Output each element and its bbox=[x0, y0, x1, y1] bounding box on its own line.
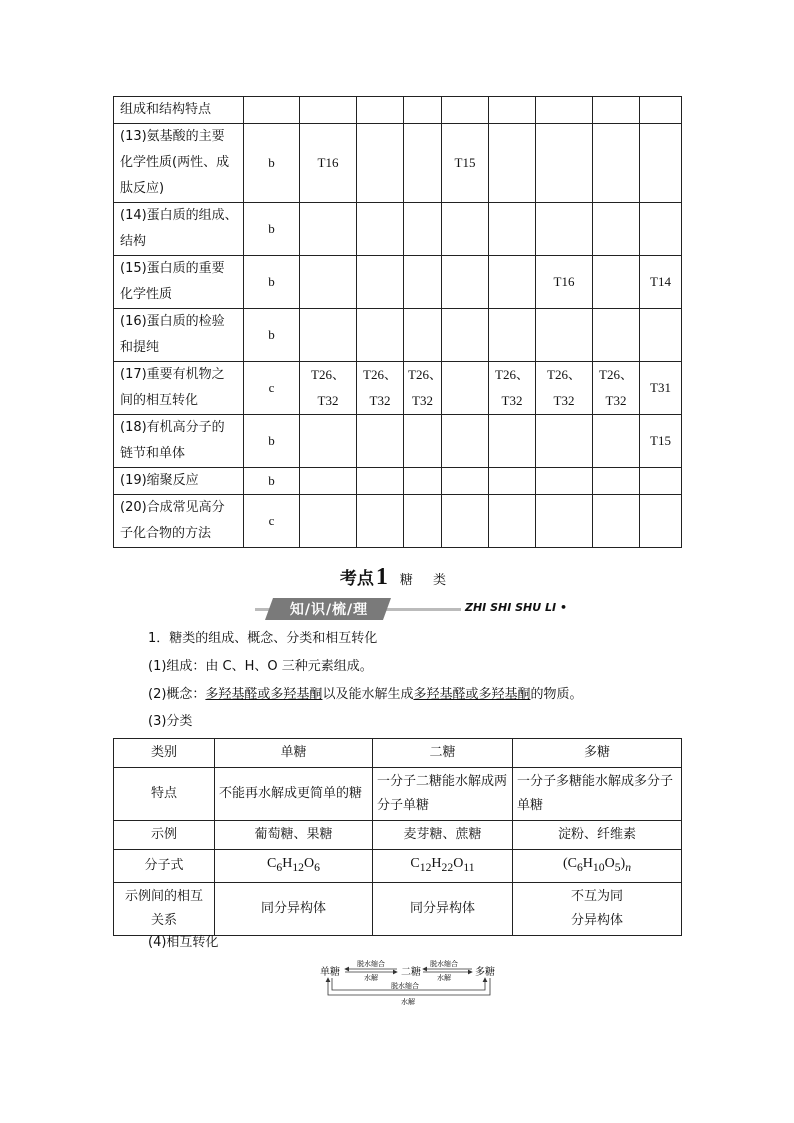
exam-cell bbox=[593, 97, 640, 124]
exam-cell bbox=[404, 309, 442, 362]
exam-cell bbox=[489, 309, 536, 362]
concept-text bbox=[148, 686, 582, 704]
example-mono: 葡萄糖、果糖 bbox=[215, 821, 373, 850]
exam-cell bbox=[442, 415, 489, 468]
concept-suffix: 的物质。 bbox=[530, 687, 583, 702]
exam-cell bbox=[489, 468, 536, 495]
table-row bbox=[114, 415, 682, 468]
requirement-level: b bbox=[244, 124, 300, 203]
exam-cell bbox=[357, 415, 404, 468]
exam-cell bbox=[489, 124, 536, 203]
requirement-level: b bbox=[244, 256, 300, 309]
exam-cell bbox=[357, 203, 404, 256]
exam-cell bbox=[442, 256, 489, 309]
exam-cell bbox=[640, 468, 682, 495]
formula-poly: $(C_6H_{10}O_5)_n$ bbox=[513, 850, 682, 883]
kaodian-number: 1 bbox=[375, 564, 388, 590]
exam-cell bbox=[300, 468, 357, 495]
exam-cell bbox=[404, 203, 442, 256]
feature-poly: 一分子多糖能水解成多分子单糖 bbox=[513, 768, 682, 821]
header-di: 二糖 bbox=[373, 739, 513, 768]
requirement-level: b bbox=[244, 309, 300, 362]
concept-prefix: (2)概念： bbox=[148, 687, 206, 702]
exam-cell bbox=[357, 256, 404, 309]
diagram-hydrolysis-3: 水解 bbox=[401, 998, 415, 1006]
composition-text: (1)组成：由 C、H、O 三种元素组成。 bbox=[148, 659, 373, 674]
exam-cell bbox=[593, 203, 640, 256]
exam-cell bbox=[593, 468, 640, 495]
table-row bbox=[114, 203, 682, 256]
exam-cell: T26、 T32 bbox=[300, 362, 357, 415]
exam-cell bbox=[442, 203, 489, 256]
knowledge-point-label: (16)蛋白质的检验 和提纯 bbox=[114, 309, 244, 362]
exam-cell bbox=[640, 124, 682, 203]
table-row bbox=[114, 468, 682, 495]
exam-cell bbox=[442, 362, 489, 415]
kaodian-topic: 糖 类 bbox=[399, 573, 455, 588]
header-mono: 单糖 bbox=[215, 739, 373, 768]
table-row bbox=[114, 97, 682, 124]
table-row bbox=[114, 309, 682, 362]
header-category: 类别 bbox=[114, 739, 215, 768]
table-row bbox=[114, 495, 682, 548]
exam-cell bbox=[300, 309, 357, 362]
diagram-mono: 单糖 bbox=[320, 967, 340, 978]
example-di: 麦芽糖、蔗糖 bbox=[373, 821, 513, 850]
knowledge-point-label: (13)氨基酸的主要 化学性质(两性、成 肽反应) bbox=[114, 124, 244, 203]
requirement-level: b bbox=[244, 415, 300, 468]
exam-cell: T16 bbox=[536, 256, 593, 309]
table-row bbox=[114, 256, 682, 309]
exam-cell bbox=[442, 495, 489, 548]
exam-cell: T26、 T32 bbox=[404, 362, 442, 415]
exam-cell bbox=[640, 203, 682, 256]
exam-cell bbox=[404, 256, 442, 309]
exam-cell bbox=[489, 203, 536, 256]
exam-cell bbox=[300, 495, 357, 548]
diagram-hydrolysis-2: 水解 bbox=[437, 974, 451, 982]
knowledge-point-label: (19)缩聚反应 bbox=[114, 468, 244, 495]
knowledge-point-label: (14)蛋白质的组成、 结构 bbox=[114, 203, 244, 256]
classification-heading: (3)分类 bbox=[148, 714, 193, 729]
exam-cell bbox=[536, 124, 593, 203]
exam-cell bbox=[593, 415, 640, 468]
sugar-classification-table bbox=[113, 738, 682, 936]
table-row bbox=[114, 124, 682, 203]
diagram-hydrolysis-1: 水解 bbox=[364, 974, 378, 982]
knowledge-point-label: (17)重要有机物之 间的相互转化 bbox=[114, 362, 244, 415]
knowledge-point-label: (15)蛋白质的重要 化学性质 bbox=[114, 256, 244, 309]
concept-mid: 以及能水解生成 bbox=[322, 687, 414, 702]
exam-cell: T26、 T32 bbox=[489, 362, 536, 415]
exam-cell bbox=[300, 97, 357, 124]
exam-cell bbox=[593, 309, 640, 362]
banner-pinyin: ZHI SHI SHU LI • bbox=[461, 601, 567, 614]
exam-cell bbox=[536, 203, 593, 256]
header-poly: 多糖 bbox=[513, 739, 682, 768]
exam-cell bbox=[357, 309, 404, 362]
exam-cell bbox=[404, 415, 442, 468]
feature-mono: 不能再水解成更简单的糖 bbox=[215, 768, 373, 821]
diagram-di: 二糖 bbox=[401, 967, 421, 978]
exam-cell bbox=[536, 309, 593, 362]
knowledge-point-label: 组成和结构特点 bbox=[114, 97, 244, 124]
requirement-level: b bbox=[244, 468, 300, 495]
row-label-example: 示例 bbox=[114, 821, 215, 850]
diagram-dehydrate-2: 脱水缩合 bbox=[430, 960, 458, 968]
exam-cell bbox=[404, 97, 442, 124]
exam-table bbox=[113, 96, 682, 548]
table-row bbox=[114, 362, 682, 415]
exam-cell bbox=[357, 468, 404, 495]
requirement-level: c bbox=[244, 362, 300, 415]
requirement-level bbox=[244, 97, 300, 124]
formula-mono: $C_6H_{12}O_6$ bbox=[215, 850, 373, 883]
concept-underlined-2: 多羟基醛或多羟基酮 bbox=[413, 687, 531, 702]
exam-cell bbox=[536, 468, 593, 495]
exam-cell bbox=[593, 256, 640, 309]
exam-cell: T14 bbox=[640, 256, 682, 309]
exam-cell bbox=[536, 415, 593, 468]
exam-cell: T15 bbox=[442, 124, 489, 203]
relation-di: 同分异构体 bbox=[373, 882, 513, 935]
exam-cell bbox=[489, 415, 536, 468]
exam-cell bbox=[640, 309, 682, 362]
formula-di: $C_{12}H_{22}O_{11}$ bbox=[373, 850, 513, 883]
exam-cell bbox=[640, 495, 682, 548]
exam-cell bbox=[357, 495, 404, 548]
exam-cell bbox=[593, 495, 640, 548]
requirement-level: c bbox=[244, 495, 300, 548]
exam-cell bbox=[442, 97, 489, 124]
knowledge-point-label: (20)合成常见高分 子化合物的方法 bbox=[114, 495, 244, 548]
exam-cell bbox=[489, 256, 536, 309]
row-label-relation: 示例间的相互 关系 bbox=[114, 882, 215, 935]
knowledge-banner bbox=[255, 598, 567, 620]
exam-cell bbox=[404, 468, 442, 495]
conversion-heading: (4)相互转化 bbox=[148, 935, 219, 950]
diagram-dehydrate-3: 脱水缩合 bbox=[391, 982, 419, 990]
requirement-level: b bbox=[244, 203, 300, 256]
feature-di: 一分子二糖能水解成两分子单糖 bbox=[373, 768, 513, 821]
relation-mono: 同分异构体 bbox=[215, 882, 373, 935]
exam-cell: T26、 T32 bbox=[536, 362, 593, 415]
kaodian-label: 考点 bbox=[339, 569, 374, 589]
example-poly: 淀粉、纤维素 bbox=[513, 821, 682, 850]
exam-cell bbox=[536, 97, 593, 124]
exam-cell bbox=[536, 495, 593, 548]
exam-cell: T31 bbox=[640, 362, 682, 415]
knowledge-point-label: (18)有机高分子的 链节和单体 bbox=[114, 415, 244, 468]
exam-cell bbox=[404, 124, 442, 203]
section-heading: 1．糖类的组成、概念、分类和相互转化 bbox=[148, 631, 378, 646]
diagram-dehydrate-1: 脱水缩合 bbox=[357, 960, 385, 968]
relation-poly: 不互为同 分异构体 bbox=[513, 882, 682, 935]
row-label-feature: 特点 bbox=[114, 768, 215, 821]
exam-cell bbox=[300, 203, 357, 256]
exam-cell bbox=[442, 468, 489, 495]
exam-cell: T16 bbox=[300, 124, 357, 203]
exam-cell bbox=[489, 495, 536, 548]
exam-cell: T15 bbox=[640, 415, 682, 468]
exam-cell bbox=[404, 495, 442, 548]
diagram-poly: 多糖 bbox=[475, 967, 495, 978]
exam-cell bbox=[300, 415, 357, 468]
exam-cell bbox=[300, 256, 357, 309]
exam-cell: T26、 T32 bbox=[593, 362, 640, 415]
sugar-conversion-diagram bbox=[320, 955, 500, 1010]
exam-cell bbox=[357, 97, 404, 124]
section-title bbox=[0, 564, 794, 591]
exam-cell: T26、 T32 bbox=[357, 362, 404, 415]
exam-cell bbox=[489, 97, 536, 124]
exam-cell bbox=[640, 97, 682, 124]
exam-cell bbox=[357, 124, 404, 203]
exam-cell bbox=[442, 309, 489, 362]
concept-underlined-1: 多羟基醛或多羟基酮 bbox=[205, 687, 323, 702]
row-label-formula: 分子式 bbox=[114, 850, 215, 883]
banner-text: 知/识/梳/理 bbox=[289, 602, 369, 618]
exam-table-body bbox=[114, 97, 682, 548]
exam-cell bbox=[593, 124, 640, 203]
